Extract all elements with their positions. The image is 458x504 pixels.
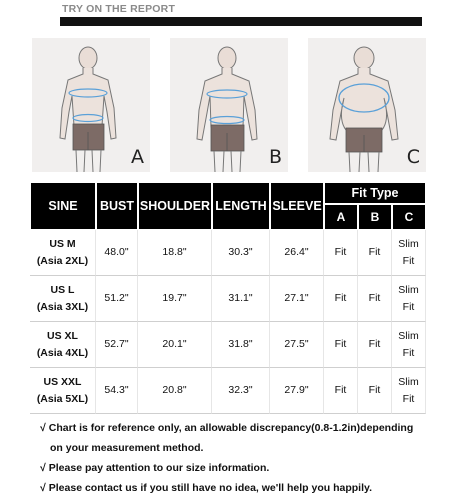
fit-c-cell: Slim Fit bbox=[392, 368, 426, 414]
column-header-sine: SINE bbox=[30, 182, 96, 230]
fit-b-cell: Fit bbox=[358, 322, 392, 368]
fit-a-cell: Fit bbox=[324, 276, 358, 322]
table-row bbox=[30, 276, 426, 322]
column-header-sleeve: SLEEVE bbox=[270, 182, 324, 230]
size-table bbox=[30, 182, 426, 414]
size-cell: US XL (Asia 4XL) bbox=[30, 322, 96, 368]
column-header-fit-type: Fit Type bbox=[324, 182, 426, 204]
length-cell: 30.3" bbox=[212, 230, 270, 276]
body-figure-b bbox=[170, 38, 288, 172]
fit-c-cell: Slim Fit bbox=[392, 230, 426, 276]
size-cell: US M (Asia 2XL) bbox=[30, 230, 96, 276]
size-cell: US L (Asia 3XL) bbox=[30, 276, 96, 322]
check-icon: √ bbox=[40, 462, 46, 474]
fit-a-cell: Fit bbox=[324, 322, 358, 368]
note-reference: √ Chart is for reference only, an allowable discrepancy(0.8-1.2in)depending bbox=[40, 422, 414, 434]
table-row bbox=[30, 230, 426, 276]
note-reference-cont: on your measurement method. bbox=[50, 442, 204, 454]
note-attention: √ Please pay attention to our size information. bbox=[40, 462, 270, 474]
fit-b-cell: Fit bbox=[358, 230, 392, 276]
fit-a-cell: Fit bbox=[324, 230, 358, 276]
column-header-fit-a: A bbox=[324, 204, 358, 230]
figure-letter-c: C bbox=[406, 146, 420, 168]
bust-cell: 51.2" bbox=[96, 276, 138, 322]
bust-cell: 54.3" bbox=[96, 368, 138, 414]
fit-a-cell: Fit bbox=[324, 368, 358, 414]
column-header-fit-c: C bbox=[392, 204, 426, 230]
column-header-fit-b: B bbox=[358, 204, 392, 230]
length-cell: 31.1" bbox=[212, 276, 270, 322]
figure-letter-b: B bbox=[268, 146, 282, 168]
sleeve-cell: 26.4" bbox=[270, 230, 324, 276]
fit-b-cell: Fit bbox=[358, 368, 392, 414]
size-notes bbox=[40, 418, 450, 498]
note-contact: √ Please contact us if you still have no idea, we'll help you happily. bbox=[40, 482, 372, 494]
length-cell: 31.8" bbox=[212, 322, 270, 368]
body-figure-c bbox=[308, 38, 426, 172]
sleeve-cell: 27.9" bbox=[270, 368, 324, 414]
sleeve-cell: 27.5" bbox=[270, 322, 324, 368]
fit-c-cell: Slim Fit bbox=[392, 322, 426, 368]
fit-b-cell: Fit bbox=[358, 276, 392, 322]
check-icon: √ bbox=[40, 482, 46, 494]
shoulder-cell: 20.8" bbox=[138, 368, 212, 414]
column-header-shoulder: SHOULDER bbox=[138, 182, 212, 230]
shoulder-cell: 19.7" bbox=[138, 276, 212, 322]
fit-c-cell: Slim Fit bbox=[392, 276, 426, 322]
table-row bbox=[30, 322, 426, 368]
table-row bbox=[30, 368, 426, 414]
size-cell: US XXL (Asia 5XL) bbox=[30, 368, 96, 414]
header-bar bbox=[60, 17, 422, 26]
shoulder-cell: 18.8" bbox=[138, 230, 212, 276]
column-header-bust: BUST bbox=[96, 182, 138, 230]
bust-cell: 52.7" bbox=[96, 322, 138, 368]
header-title: TRY ON THE REPORT bbox=[62, 3, 176, 15]
sleeve-cell: 27.1" bbox=[270, 276, 324, 322]
body-figure-a bbox=[32, 38, 150, 172]
bust-cell: 48.0" bbox=[96, 230, 138, 276]
column-header-length: LENGTH bbox=[212, 182, 270, 230]
figure-letter-a: A bbox=[131, 146, 144, 168]
length-cell: 32.3" bbox=[212, 368, 270, 414]
shoulder-cell: 20.1" bbox=[138, 322, 212, 368]
check-icon: √ bbox=[40, 422, 46, 434]
